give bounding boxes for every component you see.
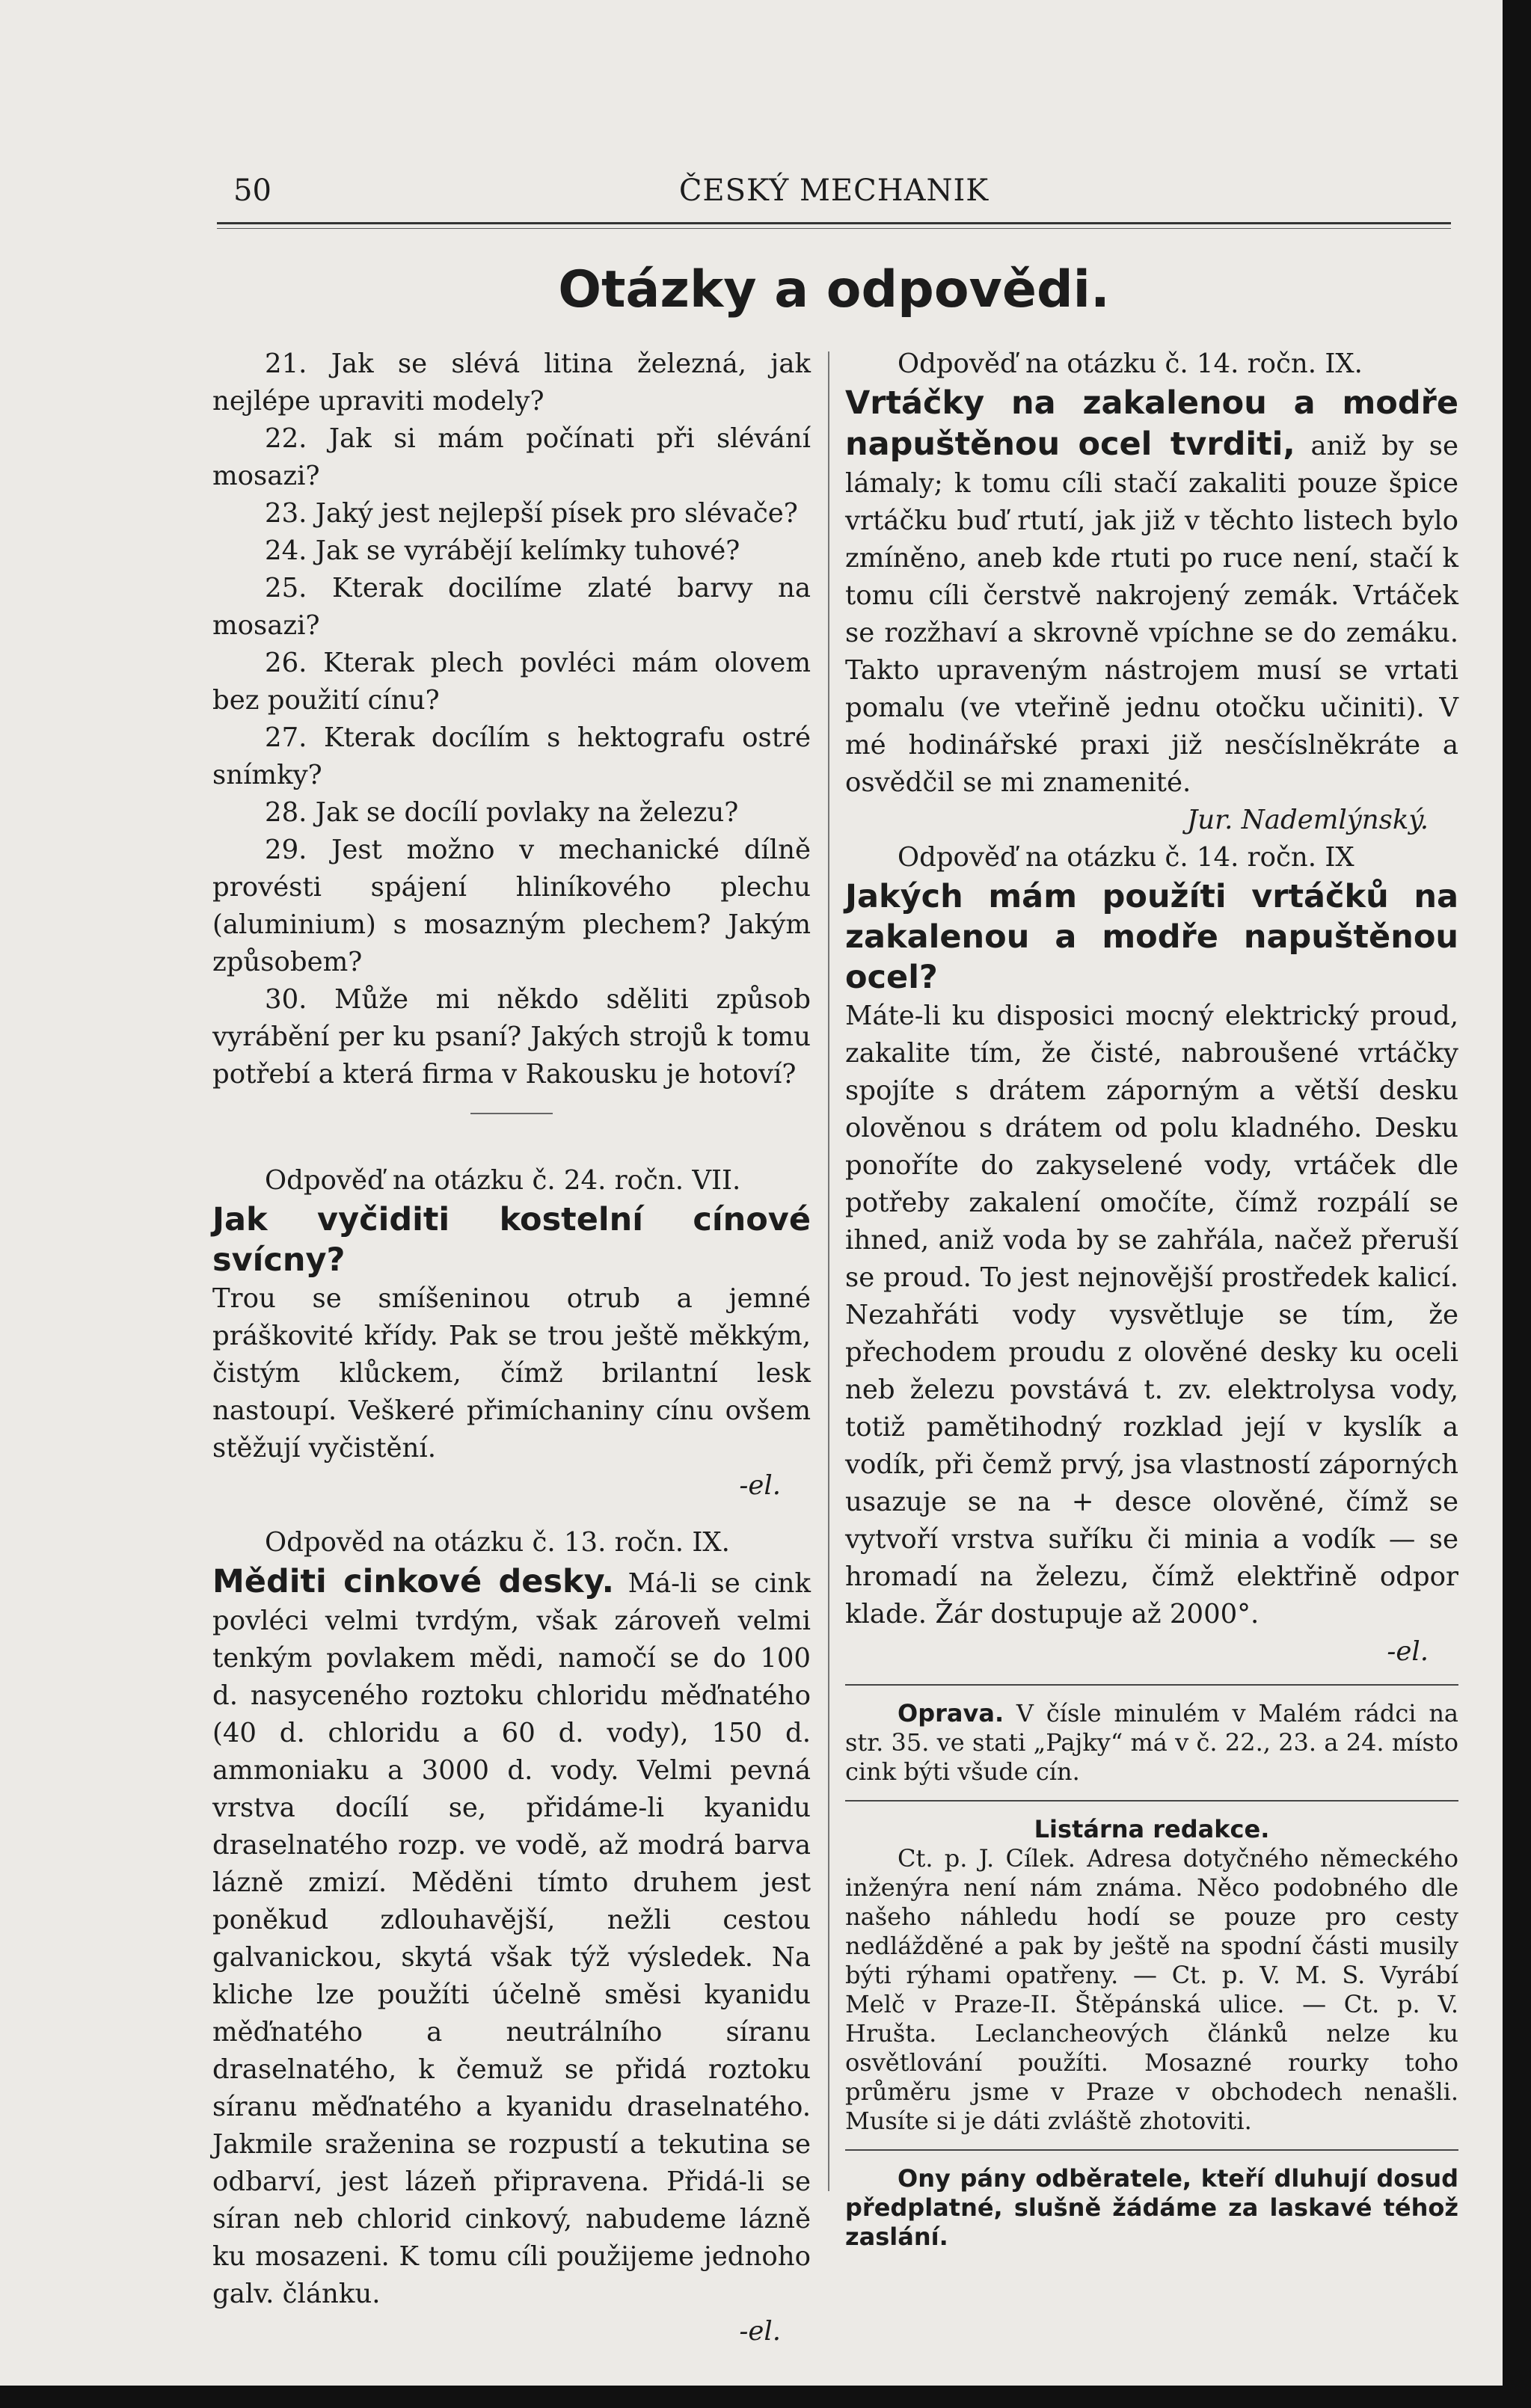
separator-rule <box>470 1113 553 1114</box>
answer-signature: Jur. Nademlýnský. <box>1187 805 1429 835</box>
journal-title: ČESKÝ MECHANIK <box>678 173 990 208</box>
answer-body: Trou se smíšeninou otrub a jemné práškovité křídy. Pak se trou ještě měkkým, čistým klůckem, čímž brilantní lesk nastoupí. Veškeré přimíchaniny cínu ovšem stěžují vyčistění. -el. <box>212 1280 811 1505</box>
page-number: 50 <box>233 173 271 208</box>
column-divider <box>828 351 829 2191</box>
header-rule <box>217 222 1451 224</box>
correction-note: Oprava. V čísle minulém v Malém rádci na str. 35. ve stati „Pajky“ má v č. 22., 23. a 24. místo cink býti všude cín. <box>845 1699 1459 1786</box>
listarna-text: Ct. p. J. Cílek. Adresa dotyčného německého inženýra není nám známa. Něco podobného dle našeho náhledu hodí se pouze pro cesty nedlážděné a pak by ještě na spodní části musily býti rýhami opatřeny. — Ct. p. V. M. S. Vyrábí Melč v Praze-II. Štěpánská ulice. — Ct. p. V. Hrušta. Leclancheových článků nelze ku osvětlování použíti. Mosazné rourky toho průměru jsme v Praze v obchodech nenašli. Musíte si je dáti zvláště zhotoviti. <box>845 1844 1458 2135</box>
scan-border-bottom <box>0 2386 1531 2408</box>
question: 23. Jaký jest nejlepší písek pro slévače? <box>265 498 798 529</box>
answer-signature: -el. <box>739 2316 781 2347</box>
answer-reference: Odpověd na otázku č. 13. ročn. IX. <box>265 1527 730 1558</box>
section-rule <box>845 1684 1458 1686</box>
answer-heading: Vrtáčky na zakalenou a modře napuštěnou ocel tvrditi, <box>845 384 1458 463</box>
question: 28. Jak se docílí povlaky na železu? <box>265 797 739 828</box>
question: 26. Kterak plech povléci mám olovem bez použití cínu? <box>212 648 811 716</box>
answer-reference: Odpověď na otázku č. 24. ročn. VII. <box>265 1165 741 1196</box>
question: 29. Jest možno v mechanické dílně provésti spájení hliníkového plechu (aluminium) s mosazným plechem? Jakým způsobem? <box>212 835 811 977</box>
question: 30. Může mi někdo sděliti způsob vyrábění per ku psaní? Jakých strojů k tomu potřebí a která firma v Rakousku je hotoví? <box>212 984 811 1090</box>
running-header <box>217 173 1451 211</box>
question: 24. Jak se vyrábějí kelímky tuhové? <box>265 535 740 566</box>
answer-body: Měditi cinkové desky. Má-li se cink povléci velmi tvrdým, však zároveň velmi tenkým povlakem mědi, namočí se do 100 d. nasyceného roztoku chloridu měďnatého (40 d. chloridu a 60 d. vody), 150 d. ammoniaku a 3000 d. vody. Velmi pevná vrstva docílí se, přidáme-li kyanidu draselnatého rozp. ve vodě, až modrá barva lázně zmizí. Měděni tímto druhem jest poněkud zdlouhavější, nežli cestou galvanickou, skytá však týž výsledek. Na kliche lze použíti účelně směsi kyanidu měďnatého a neutrálního síranu draselnatého, k čemuž se přidá roztoku síranu měďnatého a kyanidu draselnatého. Jakmile sraženina se rozpustí a tekutina se odbarví, jest lázeň připravena. Přidá-li se síran neb chlorid cinkový, nabudeme lázně ku mosazeni. K tomu cíli použijeme jednoho galv. článku. -el. <box>212 1561 811 2350</box>
answer-body: Máte-li ku disposici mocný elektrický proud, zakalite tím, že čisté, nabroušené vrtáčky spojíte s drátem záporným a větší desku olověnou s drátem od polu kladného. Desku ponoříte do zakyselené vody, vrtáček dle potřeby zakalení omočíte, čímž rozpálí se ihned, aniž voda by se zahřála, načež přeruší se proud. To jest nejnovější prostředek kalicí. Nezahřáti vody vysvětluje se tím, že přechodem proudu z olověné desky ku oceli neb železu povstává t. zv. elektrolysa vody, totiž pamětihodný rozklad její v kyslík a vodík, při čemž prvý, jsa vlastností záporných usazuje se na + desce olověné, čímž se vytvoří vrstva suříku či minia a vodík — se hromadí na železu, čímž elektřině odpor klade. Žár dostupuje až 2000°. -el. <box>845 998 1458 1671</box>
header-rule-thin <box>217 228 1451 229</box>
section-title: Otázky a odpovědi. <box>558 260 1110 319</box>
listarna-title: Listárna redakce. <box>1034 1815 1270 1843</box>
question: 21. Jak se slévá litina železná, jak nejlépe upraviti modely? <box>212 348 811 417</box>
section-rule <box>845 2149 1458 2151</box>
subscriber-notice: Ony pány odběratele, kteří dluhují dosud předplatné, slušně žádáme za laskavé téhož zaslání. <box>845 2164 1458 2251</box>
left-column <box>212 345 811 2350</box>
question: 22. Jak si mám počínati při slévání mosazi? <box>212 423 811 491</box>
section-rule <box>845 1800 1458 1802</box>
answer-signature: -el. <box>1387 1636 1429 1667</box>
answer-heading: Měditi cinkové desky. <box>212 1563 614 1600</box>
right-column <box>845 345 1458 2252</box>
answer-reference: Odpověď na otázku č. 14. ročn. IX. <box>898 348 1363 379</box>
question: 25. Kterak docilíme zlaté barvy na mosazi? <box>212 573 811 641</box>
correction-label: Oprava. <box>898 1699 1004 1727</box>
answer-signature: -el. <box>739 1470 781 1501</box>
answer-body: Vrtáčky na zakalenou a modře napuštěnou ocel tvrditi, aniž by se lámaly; k tomu cíli stačí zakaliti pouze špice vrtáčku buď rtutí, jak již v těchto listech bylo zmíněno, aneb kde rtuti po ruce není, stačí k tomu cíli čerstvě nakrojený zemák. Vrtáček se rozžhaví a skrovně vpíchne se do zemáku. Takto upraveným nástrojem musí se vrtati pomalu (ve vteřině jednu otočku učiniti). V mé hodinářské praxi již nesčíslněkráte a osvědčil se mi znamenité. Jur. Nademlýnský. <box>845 383 1458 839</box>
answer-reference: Odpověď na otázku č. 14. ročn. IX <box>898 842 1354 873</box>
answer-heading: Jak vyčiditi kostelní cínové svícny? <box>212 1201 811 1279</box>
scan-border-right <box>1503 0 1531 2408</box>
question: 27. Kterak docílím s hektografu ostré snímky? <box>212 722 811 790</box>
answer-heading: Jakých mám použíti vrtáčků na zakalenou a modře napuštěnou ocel? <box>845 878 1458 996</box>
